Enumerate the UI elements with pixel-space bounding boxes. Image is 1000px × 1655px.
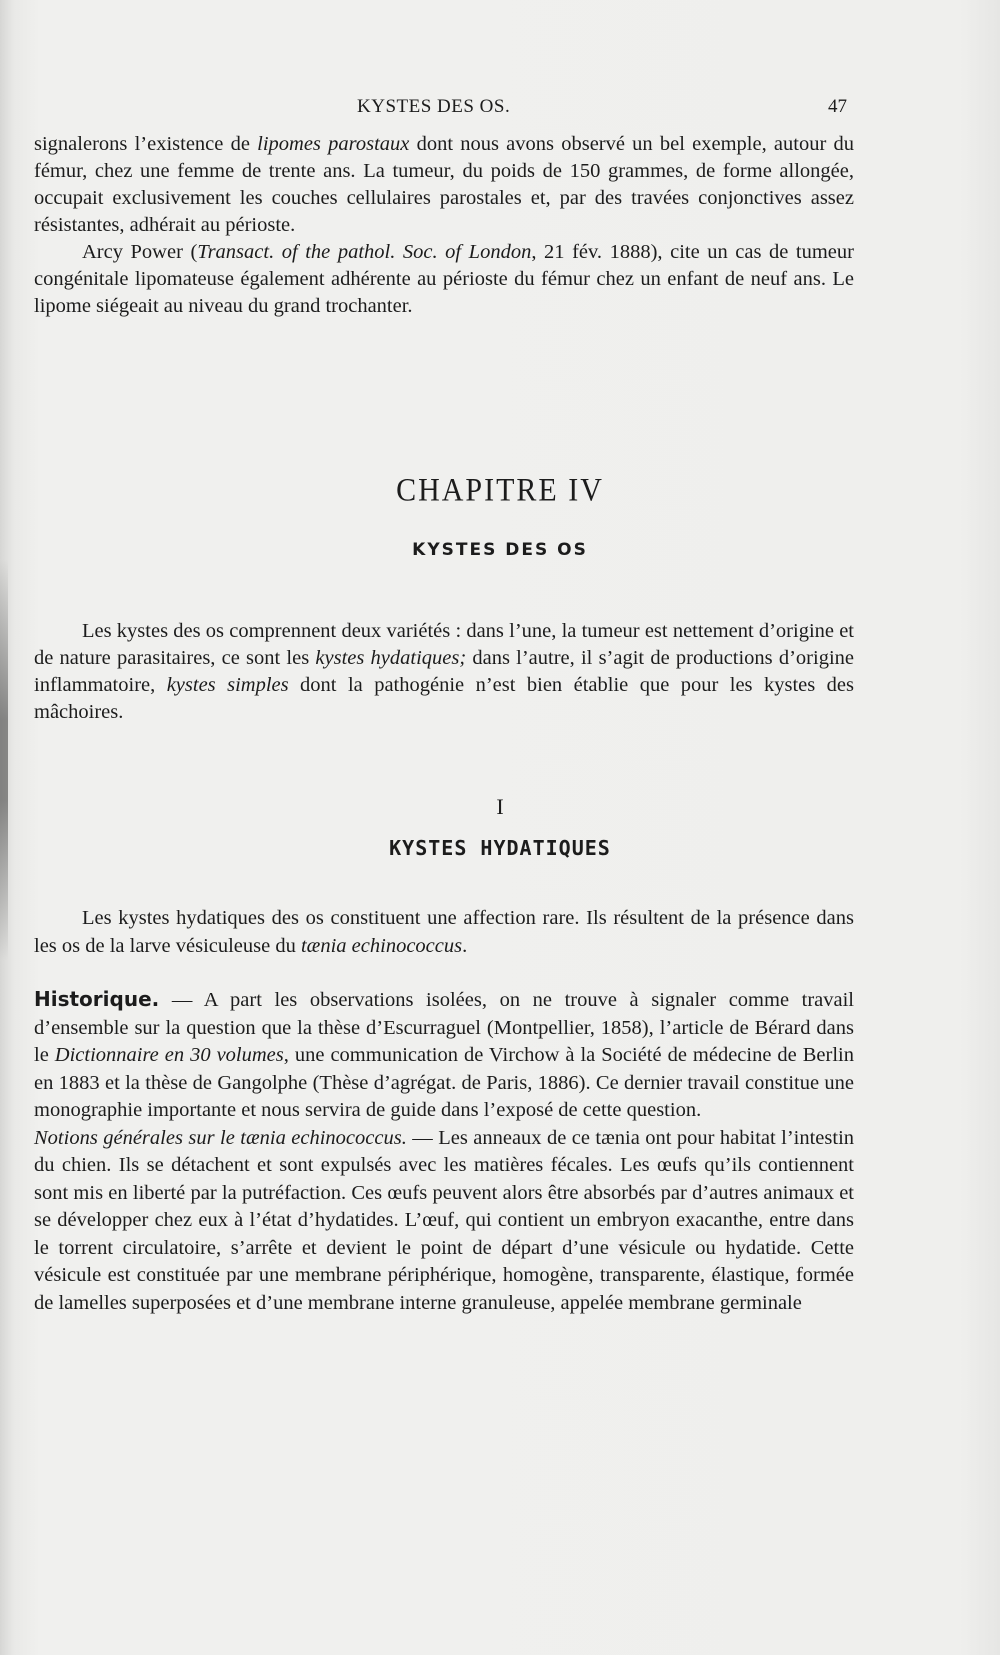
text-run: signalerons l’existence de bbox=[34, 133, 258, 155]
notions-heading-term: echinococcus. bbox=[291, 1126, 407, 1149]
spine-shadow bbox=[0, 560, 8, 960]
text-run: — A part les observations isolées, on ne trouve à signaler comme travail d’ensemble sur la question que la thèse d’Escurraguel (Montpellier, 1858), l’article de Bérard dans le bbox=[34, 989, 854, 1066]
main-text bbox=[34, 986, 854, 1317]
italic-title: Dictionnaire en 30 volumes bbox=[54, 1044, 284, 1066]
section-intro bbox=[34, 904, 854, 960]
running-head: KYSTES DES OS. bbox=[357, 96, 511, 117]
section-number: I bbox=[496, 794, 504, 819]
notions-heading: Notions générales sur le tænia bbox=[34, 1126, 286, 1149]
paragraph-historique bbox=[34, 986, 854, 1125]
chapter-title: CHAPITRE IV bbox=[396, 472, 604, 509]
text-run: — Les anneaux de ce tænia ont pour habitat l’intestin du chien. Ils se détachent et sont expulsés avec les matières fécales. Les œufs qu’ils contiennent sont mis en liberté par la putréfaction. Ces œufs peuvent alors être absorbés par d’autres animaux et se développer chez eux à l’état d’hydatides. L’œuf, qui contient un embryon exacanthe, entre dans le torrent circulatoire, s’arrête et devient le point de départ d’une vésicule ou hydatide. Cette vésicule est constituée par une membrane périphérique, homogène, transparente, élastique, formée de lamelles superposées et d’une membrane interne granuleuse, appelée membrane germinale bbox=[34, 1126, 855, 1314]
italic-term: kystes simples bbox=[166, 674, 289, 696]
intro-text bbox=[34, 131, 854, 320]
text-run: dans l’autre, il s’agit de productions d’origine inflammatoire, bbox=[34, 647, 855, 696]
text-run: Les kystes des os comprennent deux variétés : dans l’une, la tumeur est nettement d’origine et de nature parasitaires, ce sont les bbox=[34, 620, 854, 669]
text-run: , une communication de Virchow à la Société de médecine de Berlin en 1883 et la thèse de Gangolphe (Thèse d’agrégat. de Paris, 1886). Ce dernier travail constitue une monographie importante et nous servira de guide dans l’exposé de cette question. bbox=[34, 1044, 855, 1121]
text-run: dont la pathogénie n’est bien établie que pour les kystes des mâchoires. bbox=[34, 674, 855, 723]
paragraph-varietes bbox=[34, 618, 854, 726]
section-title: KYSTES HYDATIQUES bbox=[389, 836, 611, 860]
paragraph-lipomes bbox=[34, 131, 854, 239]
text-run: dont nous avons observé un bel exemple, autour du fémur, chez une femme de trente ans. La tumeur, du poids de 150 grammes, de forme allongée, occupait exclusivement les couches cellulaires parostales et, par des travées conjonctives assez résistantes, adhérait au périoste. bbox=[34, 133, 854, 236]
italic-term: tænia echinococcus bbox=[300, 935, 463, 957]
italic-citation: Transact. of the pathol. Soc. of London bbox=[197, 241, 532, 263]
paragraph-notions bbox=[34, 1125, 854, 1318]
italic-term: kystes hydatiques; bbox=[315, 647, 467, 669]
italic-term: lipomes parostaux bbox=[257, 133, 410, 155]
paragraph-definition bbox=[34, 904, 854, 960]
text-run: Les kystes hydatiques des os constituent une affection rare. Ils résultent de la présence dans les os de la larve vésiculeuse du bbox=[34, 907, 854, 957]
text-run: , 21 fév. 1888), cite un cas de tumeur congénitale lipomateuse également adhérente au périoste du fémur chez un enfant de neuf ans. Le lipome siégeait au niveau du grand trochanter. bbox=[34, 241, 854, 317]
chapter-subtitle: KYSTES DES OS bbox=[412, 540, 588, 560]
chapter-intro bbox=[34, 618, 854, 726]
text-run: . bbox=[462, 935, 468, 957]
page-number: 47 bbox=[828, 96, 847, 117]
text-run: Arcy Power ( bbox=[82, 241, 198, 263]
paragraph-arcy-power bbox=[34, 239, 854, 320]
historique-heading: Historique. bbox=[34, 987, 160, 1011]
